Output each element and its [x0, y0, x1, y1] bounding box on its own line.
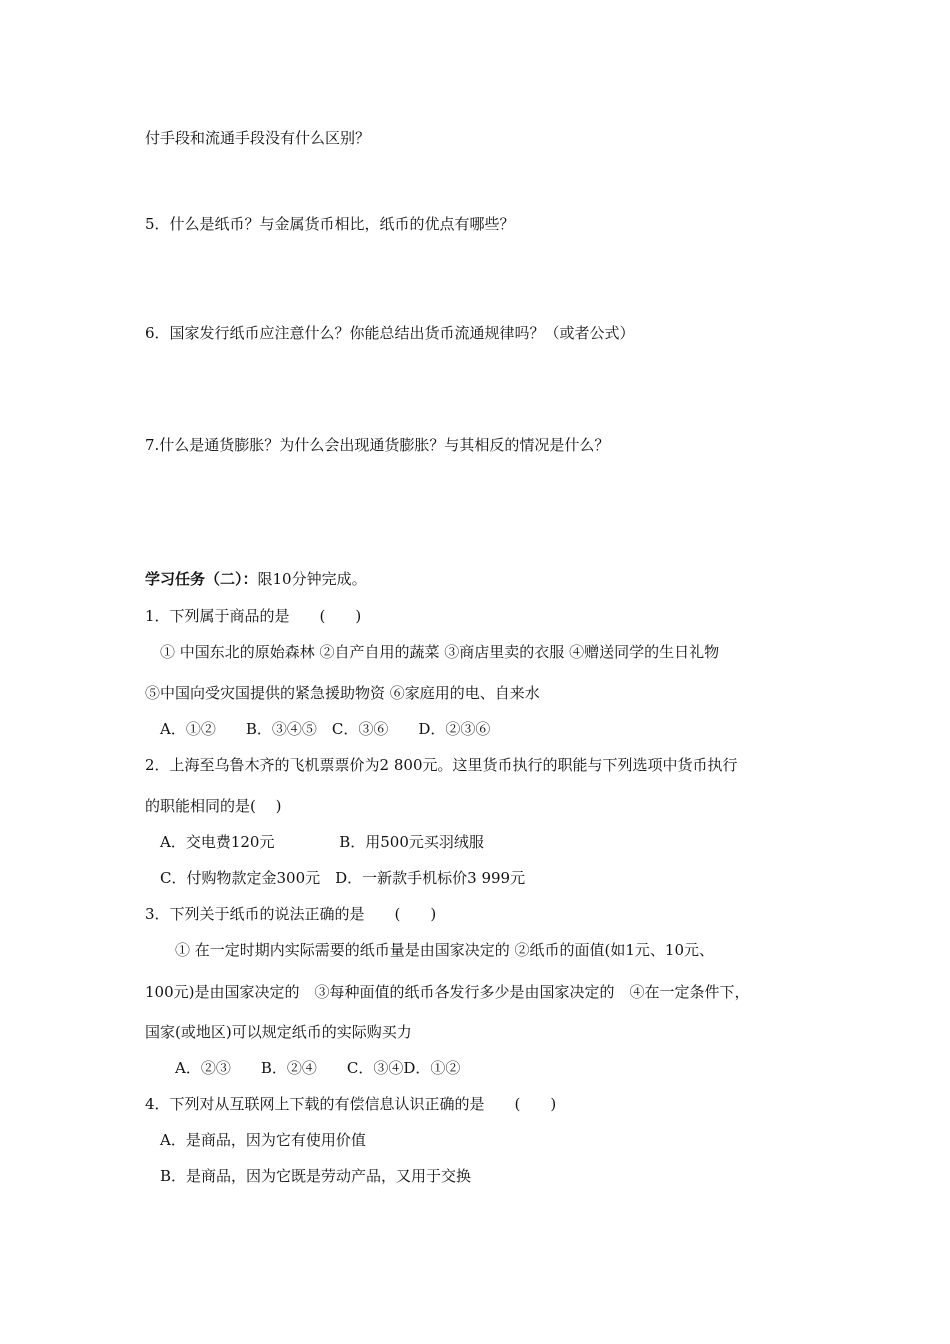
question-6: 6．国家发行纸币应注意什么？你能总结出货币流通规律吗？（或者公式）	[145, 324, 635, 342]
mc-question-4-option-b: B．是商品，因为它既是劳动产品，又用于交换	[145, 1167, 472, 1185]
mc-question-4: 4．下列对从互联网上下载的有偿信息认识正确的是 ( )	[145, 1095, 557, 1113]
mc-question-1-items-b: ⑤中国向受灾国提供的紧急援助物资 ⑥家庭用的电、自来水	[145, 684, 540, 702]
task-heading: 学习任务（二）：	[145, 570, 258, 588]
task-heading-line	[145, 569, 367, 589]
question-5: 5．什么是纸币？与金属货币相比，纸币的优点有哪些？	[145, 215, 515, 233]
mc-question-3-options: A．②③ B．②④ C．③④D．①②	[145, 1059, 461, 1077]
mc-question-2: 2．上海至乌鲁木齐的飞机票票价为2 800元。这里货币执行的职能与下列选项中货币执行	[145, 756, 738, 774]
mc-question-3-body-a: ① 在一定时期内实际需要的纸币量是由国家决定的 ②纸币的面值(如1元、10元、	[145, 941, 715, 959]
mc-question-3-body-c: 国家(或地区)可以规定纸币的实际购买力	[145, 1023, 412, 1041]
mc-question-1-items-a: ① 中国东北的原始森林 ②自产自用的蔬菜 ③商店里卖的衣服 ④赠送同学的生日礼物	[145, 643, 720, 661]
mc-question-1-options: A．①② B．③④⑤ C．③⑥ D．②③⑥	[145, 720, 491, 738]
task-time-limit: 限10分钟完成。	[257, 570, 367, 588]
mc-question-1: 1．下列属于商品的是 ( )	[145, 607, 362, 625]
mc-question-2-cont: 的职能相同的是( )	[145, 797, 282, 815]
question-text-continued: 付手段和流通手段没有什么区别？	[145, 129, 371, 147]
mc-question-3-body-b: 100元)是由国家决定的 ③每种面值的纸币各发行多少是由国家决定的 ④在一定条件下，	[145, 983, 750, 1001]
mc-question-2-options-ab: A．交电费120元 B．用500元买羽绒服	[145, 833, 484, 851]
mc-question-4-option-a: A．是商品，因为它有使用价值	[145, 1131, 366, 1149]
question-7: 7.什么是通货膨胀？为什么会出现通货膨胀？与其相反的情况是什么？	[145, 436, 610, 454]
mc-question-3: 3．下列关于纸币的说法正确的是 ( )	[145, 905, 437, 923]
mc-question-2-options-cd: C．付购物款定金300元 D．一新款手机标价3 999元	[145, 869, 526, 887]
